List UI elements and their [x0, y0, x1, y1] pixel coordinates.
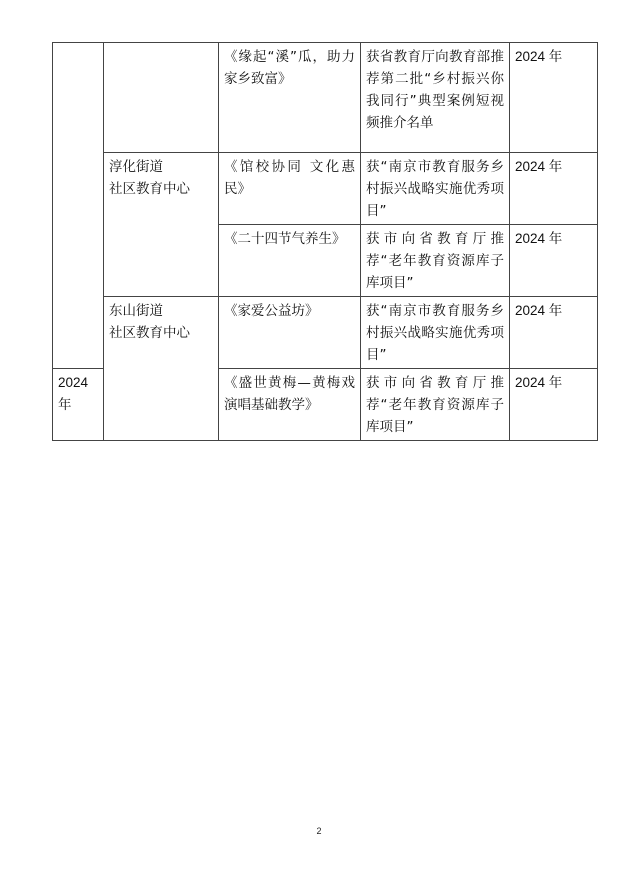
- year-cell: 2024 年: [510, 225, 598, 297]
- honor-cell: 获“南京市教育服务乡村振兴战略实施优秀项目”: [361, 153, 510, 225]
- project-cell: 《家爱公益坊》: [219, 297, 361, 369]
- year-group-cell-upper: [53, 43, 104, 369]
- honors-table: [52, 42, 598, 441]
- year-cell: 2024 年: [510, 153, 598, 225]
- honor-cell: 获市向省教育厅推荐“老年教育资源库子库项目”: [361, 225, 510, 297]
- unit-cell: 淳化街道 社区教育中心: [104, 153, 219, 297]
- project-cell: 《二十四节气养生》: [219, 225, 361, 297]
- project-cell: 《馆校协同 文化惠民》: [219, 153, 361, 225]
- unit-cell: [104, 43, 219, 153]
- honor-cell: 获省教育厅向教育部推荐第二批“乡村振兴你我同行”典型案例短视频推介名单: [361, 43, 510, 153]
- honor-cell: 获“南京市教育服务乡村振兴战略实施优秀项目”: [361, 297, 510, 369]
- table-row: [53, 43, 598, 153]
- year-cell: 2024 年: [510, 369, 598, 441]
- table-row: [53, 297, 598, 369]
- honor-cell: 获市向省教育厅推荐“老年教育资源库子库项目”: [361, 369, 510, 441]
- year-cell: 2024 年: [510, 43, 598, 153]
- table-row: [53, 153, 598, 225]
- year-group-cell: 2024 年: [53, 369, 104, 441]
- page-number: 2: [316, 826, 322, 836]
- project-cell: 《盛世黄梅—黄梅戏演唱基础教学》: [219, 369, 361, 441]
- project-cell: 《缘起“溪”瓜，助力家乡致富》: [219, 43, 361, 153]
- unit-cell: 东山街道 社区教育中心: [104, 297, 219, 441]
- year-cell: 2024 年: [510, 297, 598, 369]
